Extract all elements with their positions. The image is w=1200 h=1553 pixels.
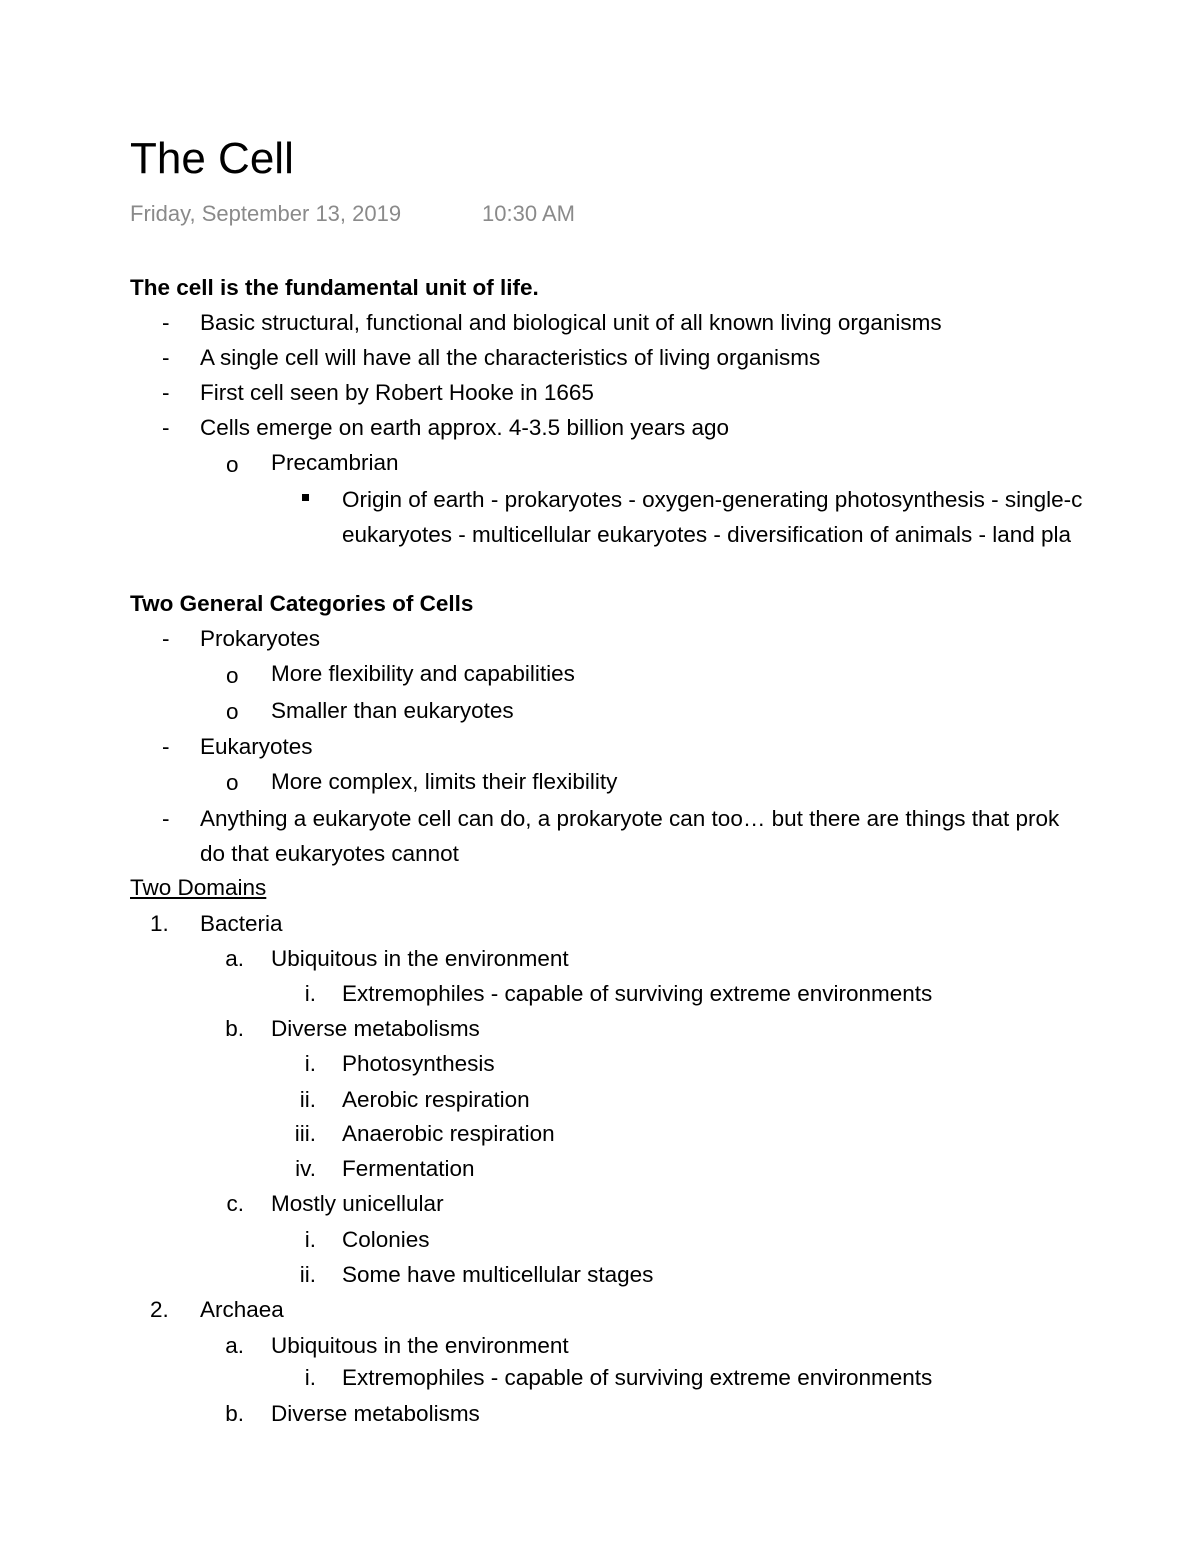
roman-marker: iv.: [295, 1156, 316, 1181]
list-item: Anaerobic respiration: [342, 1121, 555, 1146]
circle-bullet: o: [226, 699, 239, 724]
list-item: A single cell will have all the characteristics of living organisms: [200, 345, 821, 370]
list-item: Photosynthesis: [342, 1051, 495, 1076]
dash-bullet: -: [162, 380, 170, 405]
list-item: Fermentation: [342, 1156, 475, 1181]
list-item: Precambrian: [271, 450, 399, 475]
circle-bullet: o: [226, 452, 239, 477]
list-item: More flexibility and capabilities: [271, 661, 575, 686]
letter-marker: b.: [225, 1401, 244, 1426]
list-item-continuation: do that eukaryotes cannot: [200, 841, 459, 866]
square-bullet-icon: [302, 494, 309, 501]
list-item-prokaryotes: Prokaryotes: [200, 626, 321, 651]
number-marker: 2.: [150, 1297, 169, 1322]
roman-marker: i.: [304, 1227, 316, 1252]
list-item: Cells emerge on earth approx. 4-3.5 billion years ago: [200, 415, 730, 440]
list-item: More complex, limits their flexibility: [271, 769, 618, 794]
roman-marker: i.: [304, 1365, 316, 1390]
list-item: Diverse metabolisms: [271, 1401, 480, 1426]
list-item: Basic structural, functional and biological unit of all known living organisms: [200, 310, 942, 335]
dash-bullet: -: [162, 734, 170, 759]
list-item: Extremophiles - capable of surviving extreme environments: [342, 981, 933, 1006]
list-item: Aerobic respiration: [342, 1087, 530, 1112]
note-time: 10:30 AM: [482, 201, 575, 226]
dash-bullet: -: [162, 415, 170, 440]
list-item-bacteria: Bacteria: [200, 911, 283, 936]
list-item: Anything a eukaryote cell can do, a prokaryote can too… but there are things that prok: [200, 806, 1060, 831]
dash-bullet: -: [162, 626, 170, 651]
dash-bullet: -: [162, 806, 170, 831]
letter-marker: c.: [226, 1191, 244, 1216]
roman-marker: ii.: [299, 1087, 316, 1112]
timeline-line: eukaryotes - multicellular eukaryotes - diversification of animals - land pla: [342, 522, 1072, 547]
list-item: Colonies: [342, 1227, 430, 1252]
list-item: Mostly unicellular: [271, 1191, 444, 1216]
roman-marker: iii.: [294, 1121, 316, 1146]
number-marker: 1.: [150, 911, 169, 936]
list-item: Ubiquitous in the environment: [271, 1333, 569, 1358]
list-item: Extremophiles - capable of surviving extreme environments: [342, 1365, 933, 1390]
list-item-archaea: Archaea: [200, 1297, 284, 1322]
section-heading-domains: Two Domains: [130, 875, 267, 900]
letter-marker: a.: [225, 1333, 244, 1358]
section-heading-categories: Two General Categories of Cells: [130, 591, 474, 616]
timeline-line: Origin of earth - prokaryotes - oxygen-generating photosynthesis - single-c: [342, 487, 1083, 512]
roman-marker: i.: [304, 1051, 316, 1076]
roman-marker: ii.: [299, 1262, 316, 1287]
roman-marker: i.: [304, 981, 316, 1006]
letter-marker: a.: [225, 946, 244, 971]
circle-bullet: o: [226, 663, 239, 688]
list-item: Diverse metabolisms: [271, 1016, 480, 1041]
page-title: The Cell: [130, 134, 294, 183]
list-item: Ubiquitous in the environment: [271, 946, 569, 971]
list-item: First cell seen by Robert Hooke in 1665: [200, 380, 594, 405]
list-item: Smaller than eukaryotes: [271, 698, 514, 723]
list-item: Some have multicellular stages: [342, 1262, 654, 1287]
section-heading-fundamental-unit: The cell is the fundamental unit of life.: [130, 275, 539, 300]
list-item-eukaryotes: Eukaryotes: [200, 734, 313, 759]
note-date: Friday, September 13, 2019: [130, 201, 402, 226]
dash-bullet: -: [162, 345, 170, 370]
circle-bullet: o: [226, 770, 239, 795]
dash-bullet: -: [162, 310, 170, 335]
letter-marker: b.: [225, 1016, 244, 1041]
